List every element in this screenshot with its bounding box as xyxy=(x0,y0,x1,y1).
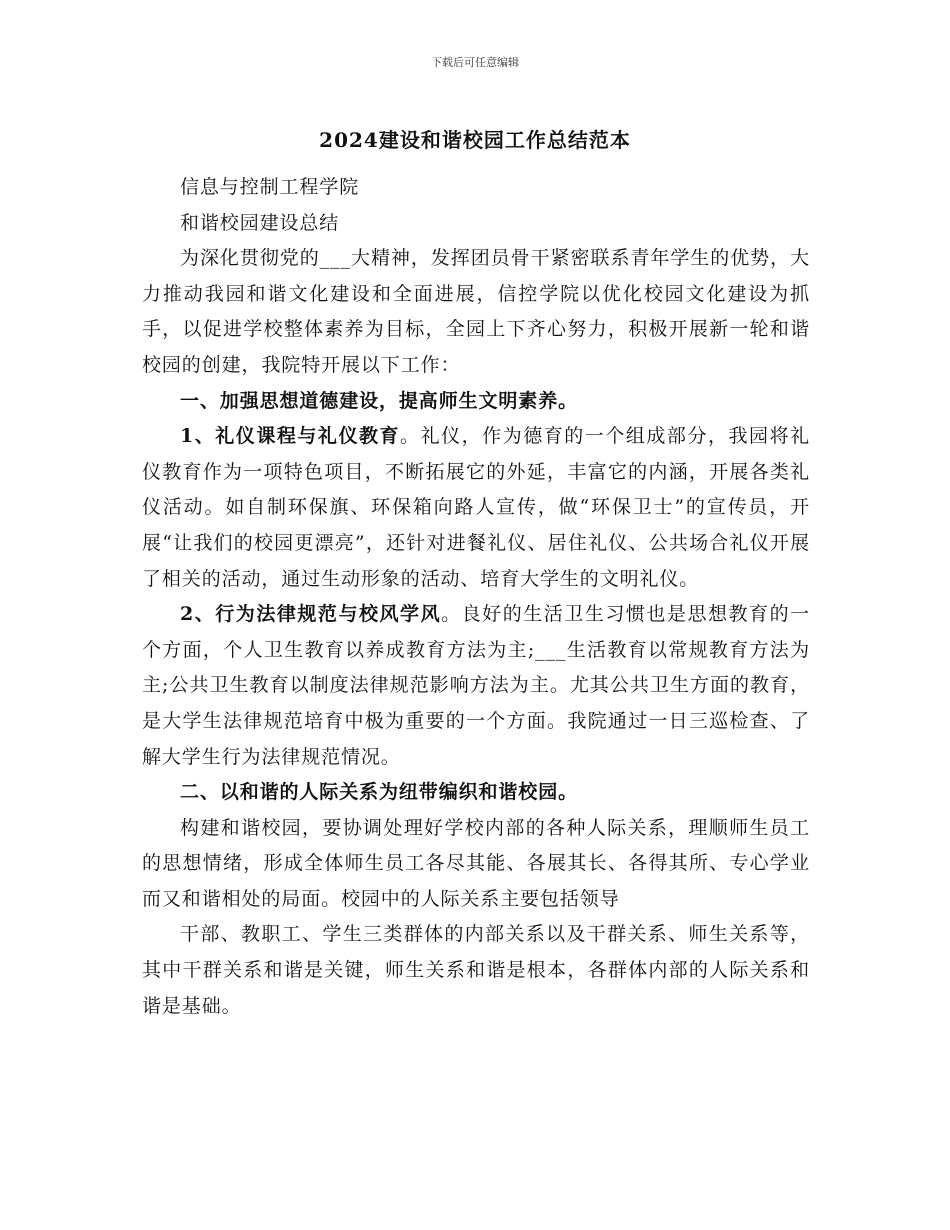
paragraph-etiquette xyxy=(142,419,810,597)
paragraph-etiquette-lead: 1、礼仪课程与礼仪教育 xyxy=(180,425,401,448)
document-title: 2024建设和谐校园工作总结范本 xyxy=(319,128,631,152)
paragraph-conduct xyxy=(142,597,810,775)
document-body xyxy=(142,170,810,1024)
paragraph-etiquette-text: 。礼仪，作为德育的一个组成部分，我园将礼仪教育作为一项特色项目，不断拓展它的外延，丰富它的内涵，开展各类礼仪活动。如自制环保旗、环保箱向路人宣传，做“环保卫士”的宣传员，开展“让我们的校园更漂亮”，还针对进餐礼仪、居住礼仪、公共场合礼仪开展了相关的活动，通过生动形象的活动、培育大学生的文明礼仪。 xyxy=(142,425,810,590)
paragraph-intro: 为深化贯彻党的___大精神，发挥团员骨干紧密联系青年学生的优势，大力推动我园和谐文化建设和全面进展，信控学院以优化校园文化建设为抓手，以促进学校整体素养为目标，全园上下齐心努力，积极开展新一轮和谐校园的创建，我院特开展以下工作： xyxy=(142,247,810,376)
paragraph-subtitle: 和谐校园建设总结 xyxy=(180,211,340,234)
paragraph-relations: 构建和谐校园，要协调处理好学校内部的各种人际关系，理顺师生员工的思想情绪，形成全体师生员工各尽其能、各展其长、各得其所、专心学业而又和谐相处的局面。校园中的人际关系主要包括领导 xyxy=(142,816,810,910)
paragraph-college: 信息与控制工程学院 xyxy=(180,176,360,198)
paragraph-relations-cont: 干部、教职工、学生三类群体的内部关系以及干群关系、师生关系等，其中干群关系和谐是关键，师生关系和谐是根本，各群体内部的人际关系和谐是基础。 xyxy=(142,923,810,1017)
paragraph-conduct-lead: 2、行为法律规范与校风学风 xyxy=(180,603,442,626)
paragraph-conduct-text: 。良好的生活卫生习惯也是思想教育的一个方面，个人卫生教育以养成教育方法为主;___生活教育以常规教育方法为主;公共卫生教育以制度法律规范影响方法为主。尤其公共卫生方面的教育，是大学生法律规范培育中极为重要的一个方面。我院通过一日三巡检查、了解大学生行为法律规范情况。 xyxy=(142,603,811,768)
header-note: 下载后可任意编辑 xyxy=(431,56,519,69)
section-heading-1: 一、加强思想道德建设，提高师生文明素养。 xyxy=(180,389,579,412)
section-heading-2: 二、以和谐的人际关系为纽带编织和谐校园。 xyxy=(180,781,579,804)
